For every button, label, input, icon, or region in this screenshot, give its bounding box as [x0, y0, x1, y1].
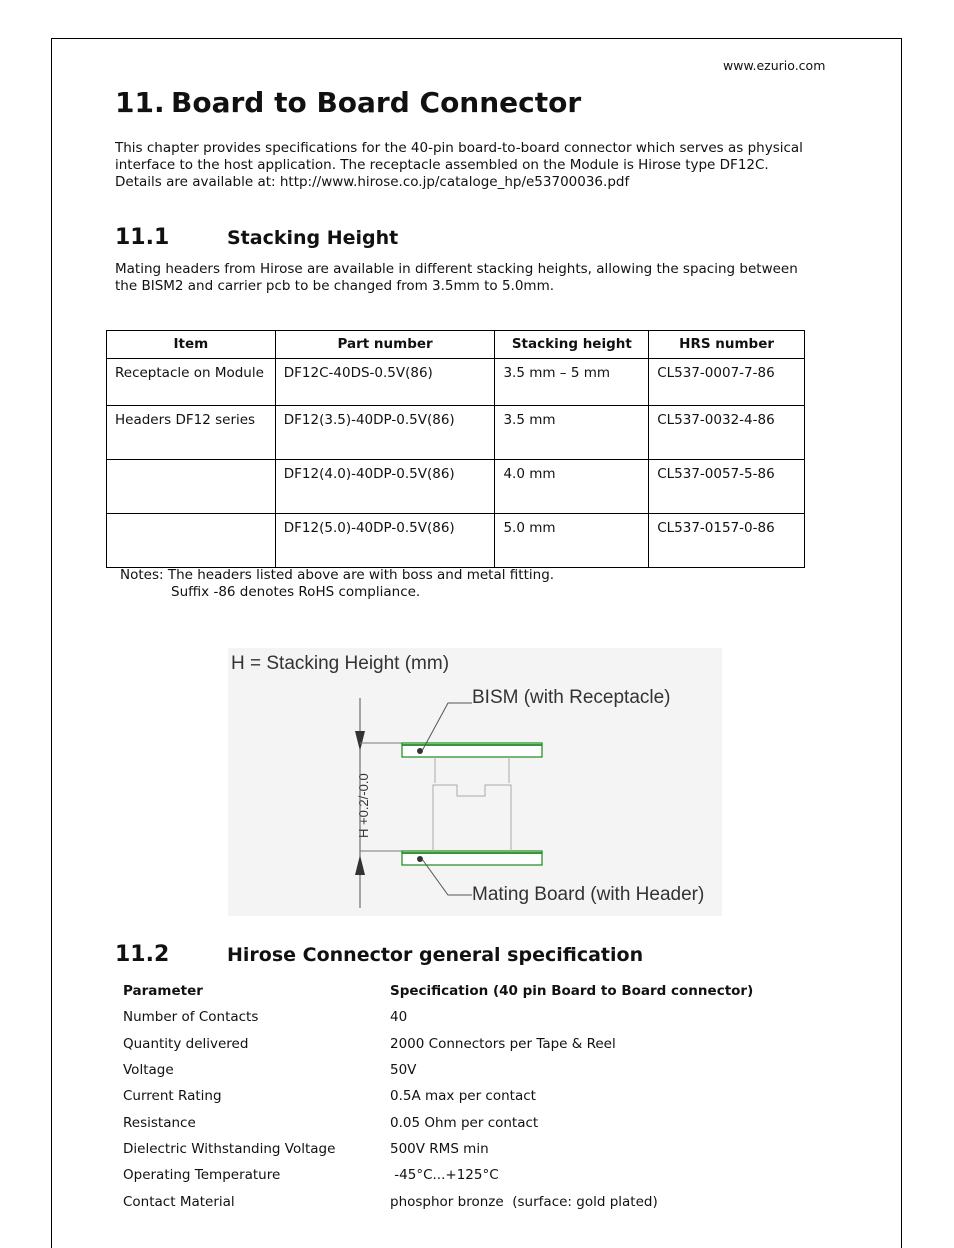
cell-item: Headers DF12 series	[107, 406, 276, 460]
table-notes	[120, 567, 554, 601]
chapter-intro	[115, 140, 855, 191]
chapter-heading	[115, 86, 581, 119]
intro-line-2: interface to the host application. The receptacle assembled on the Module is Hirose type DF12C.	[115, 157, 769, 173]
spec-parameter: Current Rating	[123, 1088, 222, 1105]
chapter-title: Board to Board Connector	[171, 86, 582, 119]
spec-row	[115, 1136, 761, 1162]
spec-parameter: Operating Temperature	[123, 1167, 281, 1184]
cell-hrs-number: CL537-0057-5-86	[649, 460, 805, 514]
cell-part-number: DF12C-40DS-0.5V(86)	[275, 359, 495, 406]
spec-value: 50V	[390, 1062, 417, 1079]
spec-parameter: Resistance	[123, 1114, 196, 1131]
cell-part-number: DF12(3.5)-40DP-0.5V(86)	[275, 406, 495, 460]
section-heading-stacking	[115, 225, 398, 250]
intro-line-1: This chapter provides specifications for the 40-pin board-to-board connector which serves as physical	[115, 140, 803, 156]
col-header-item: Item	[107, 331, 276, 359]
col-header-hrs-number: HRS number	[649, 331, 805, 359]
table-row	[107, 359, 805, 406]
spec-parameter: Contact Material	[123, 1193, 235, 1210]
spec-row	[115, 1188, 761, 1214]
top-board-label: BISM (with Receptacle)	[472, 687, 671, 708]
stacking-line-2: the BISM2 and carrier pcb to be changed from 3.5mm to 5.0mm.	[115, 278, 555, 294]
cell-hrs-number: CL537-0032-4-86	[649, 406, 805, 460]
section-title: Stacking Height	[227, 227, 399, 249]
intro-line-3: Details are available at: http://www.hirose.co.jp/cataloge_hp/e53700036.pdf	[115, 174, 630, 190]
table-row	[107, 514, 805, 568]
spec-parameter: Voltage	[123, 1062, 174, 1079]
cell-stacking-height: 3.5 mm – 5 mm	[495, 359, 649, 406]
section-title: Hirose Connector general specification	[227, 944, 644, 966]
spec-value: 40	[390, 1009, 408, 1026]
cell-hrs-number: CL537-0007-7-86	[649, 359, 805, 406]
section-number: 11.2	[115, 942, 170, 967]
spec-value: 2000 Connectors per Tape & Reel	[390, 1035, 616, 1052]
spec-value: -45°C...+125°C	[390, 1167, 499, 1184]
table-row	[107, 460, 805, 514]
cell-hrs-number: CL537-0157-0-86	[649, 514, 805, 568]
table-header-row	[107, 331, 805, 359]
cell-item	[107, 514, 276, 568]
cell-part-number: DF12(5.0)-40DP-0.5V(86)	[275, 514, 495, 568]
spec-row	[115, 1057, 761, 1083]
spec-parameter: Number of Contacts	[123, 1009, 259, 1026]
section-number: 11.1	[115, 225, 170, 250]
chapter-number: 11.	[115, 86, 165, 119]
stacking-height-table	[106, 330, 805, 568]
col-header-stacking-height: Stacking height	[495, 331, 649, 359]
spec-row	[115, 1031, 761, 1057]
stacking-line-1: Mating headers from Hirose are available in different stacking heights, allowing the spacing between	[115, 261, 798, 277]
spec-row	[115, 1004, 761, 1030]
spec-row	[115, 1109, 761, 1135]
col-header-part-number: Part number	[275, 331, 495, 359]
bottom-board-label: Mating Board (with Header)	[472, 884, 705, 905]
spec-value: phosphor bronze (surface: gold plated)	[390, 1193, 658, 1210]
connector-spec-table	[115, 978, 761, 1215]
stacking-height-diagram	[228, 648, 722, 916]
cell-item	[107, 460, 276, 514]
note-line-2: Suffix -86 denotes RoHS compliance.	[171, 584, 421, 600]
cell-item: Receptacle on Module	[107, 359, 276, 406]
spec-value: 0.05 Ohm per contact	[390, 1114, 539, 1131]
spec-header-parameter: Parameter	[123, 983, 203, 1000]
spec-row	[115, 1083, 761, 1109]
spec-parameter: Dielectric Withstanding Voltage	[123, 1140, 336, 1157]
table-row	[107, 406, 805, 460]
diagram-title: H = Stacking Height (mm)	[231, 653, 450, 674]
spec-value: 500V RMS min	[390, 1140, 489, 1157]
cell-stacking-height: 5.0 mm	[495, 514, 649, 568]
cell-part-number: DF12(4.0)-40DP-0.5V(86)	[275, 460, 495, 514]
cell-stacking-height: 4.0 mm	[495, 460, 649, 514]
spec-row	[115, 1162, 761, 1188]
header-url[interactable]: www.ezurio.com	[723, 58, 826, 73]
height-axis-label: H +0.2/-0.0	[356, 773, 371, 838]
spec-parameter: Quantity delivered	[123, 1035, 249, 1052]
spec-header-specification: Specification (40 pin Board to Board connector)	[390, 983, 754, 1000]
section-heading-spec	[115, 942, 643, 967]
note-line-1: Notes: The headers listed above are with boss and metal fitting.	[120, 567, 555, 583]
cell-stacking-height: 3.5 mm	[495, 406, 649, 460]
spec-value: 0.5A max per contact	[390, 1088, 536, 1105]
stacking-description	[115, 261, 855, 295]
spec-header-row	[115, 978, 761, 1004]
